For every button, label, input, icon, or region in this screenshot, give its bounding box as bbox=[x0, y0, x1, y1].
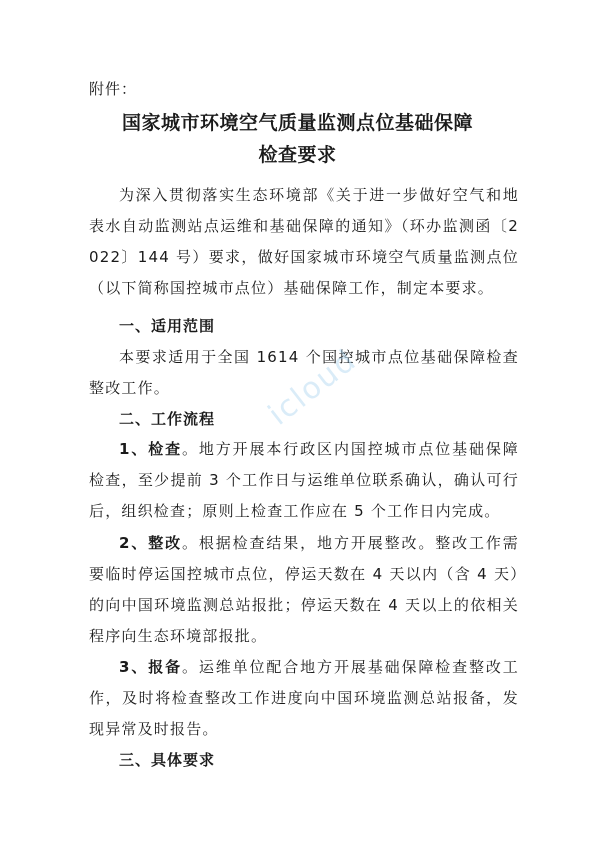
watermark: icloud bbox=[261, 342, 364, 433]
document-title-line1: 国家城市环境空气质量监测点位基础保障 bbox=[121, 112, 473, 134]
item-text: 。地方开展本行政区内国控城市点位基础保障检查，至少提前 3 个工作日与运维单位联系确认，确认可行后，组织检查；原则上检查工作应在 5 个工作日内完成。 bbox=[89, 440, 519, 520]
document-title-line2: 检查要求 bbox=[258, 144, 337, 166]
section1-paragraph: 本要求适用于全国 1614 个国控城市点位基础保障检查整改工作。 bbox=[89, 348, 519, 397]
item-lead: 1、检查 bbox=[119, 440, 182, 458]
workflow-item-rectification bbox=[89, 528, 519, 652]
item-lead: 2、整改 bbox=[119, 534, 182, 552]
attachment-label: 附件： bbox=[89, 80, 138, 98]
item-text: 。根据检查结果，地方开展整改。整改工作需要临时停运国控城市点位，停运天数在 4 天以内（含 4 天）的向中国环境监测总站报批；停运天数在 4 天以上的依相关程序向生态环境部报批。 bbox=[89, 534, 519, 645]
section2-heading: 二、工作流程 bbox=[119, 410, 216, 428]
intro-paragraph: 为深入贯彻落实生态环境部《关于进一步做好空气和地表水自动监测站点运维和基础保障的通知》（环办监测函〔2022〕144 号）要求，做好国家城市环境空气质量监测点位（以下简称国控城市点位）基础保障工作，制定本要求。 bbox=[89, 186, 519, 297]
item-text: 。运维单位配合地方开展基础保障检查整改工作，及时将检查整改工作进度向中国环境监测总站报备，发现异常及时报告。 bbox=[89, 658, 519, 738]
workflow-item-report bbox=[89, 652, 519, 745]
section3-heading: 三、具体要求 bbox=[119, 751, 216, 769]
section1-heading: 一、适用范围 bbox=[119, 317, 216, 335]
workflow-item-inspection bbox=[89, 434, 519, 527]
item-lead: 3、报备 bbox=[119, 658, 182, 676]
